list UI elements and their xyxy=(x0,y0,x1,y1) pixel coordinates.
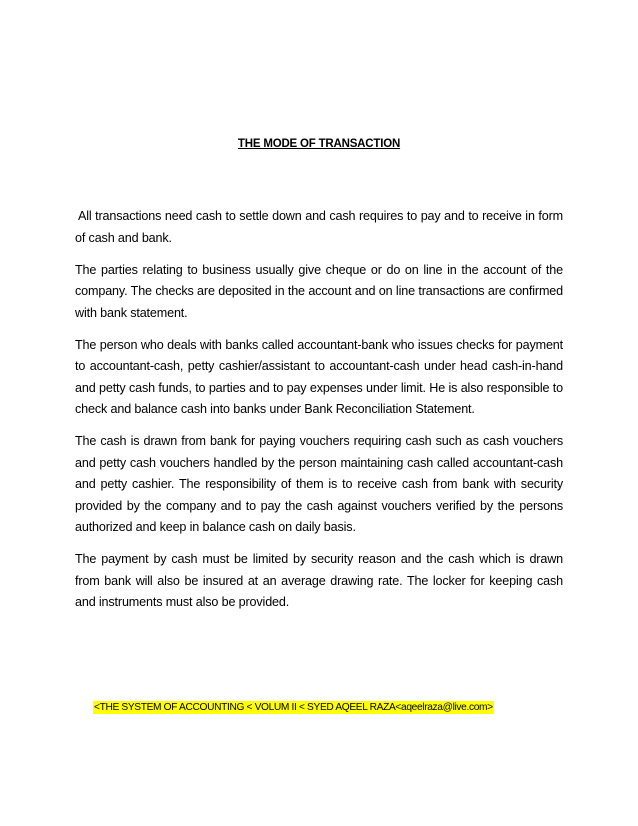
paragraph-4: The cash is drawn from bank for paying vouchers requiring cash such as cash vouchers and petty cash vouchers handled by the person maintaining cash called accountant-cash and petty cashier. The responsibility of them is to receive cash from bank with security provided by the company and to pay the cash against vouchers verified by the persons authorized and keep in balance cash on daily basis. xyxy=(75,434,563,534)
page-title: THE MODE OF TRANSACTION xyxy=(237,138,401,150)
body-text xyxy=(75,206,563,624)
paragraph-1: All transactions need cash to settle down and cash requires to pay and to receive in form of cash and bank. xyxy=(75,209,563,245)
footer-citation: <THE SYSTEM OF ACCOUNTING < VOLUM II < SYED AQEEL RAZA<aqeelraza@live.com> xyxy=(94,702,493,713)
paragraph-5: The payment by cash must be limited by security reason and the cash which is drawn from bank will also be insured at an average drawing rate. The locker for keeping cash and instruments must also be provided. xyxy=(75,552,563,609)
paragraph-3: The person who deals with banks called accountant-bank who issues checks for payment to accountant-cash, petty cashier/assistant to accountant-cash under head cash-in-hand and petty cash funds, to parties and to pay expenses under limit. He is also responsible to check and balance cash into banks under Bank Reconciliation Statement. xyxy=(75,337,563,416)
paragraph-2: The parties relating to business usually give cheque or do on line in the account of the company. The checks are deposited in the account and on line transactions are confirmed with bank statement. xyxy=(75,262,563,320)
